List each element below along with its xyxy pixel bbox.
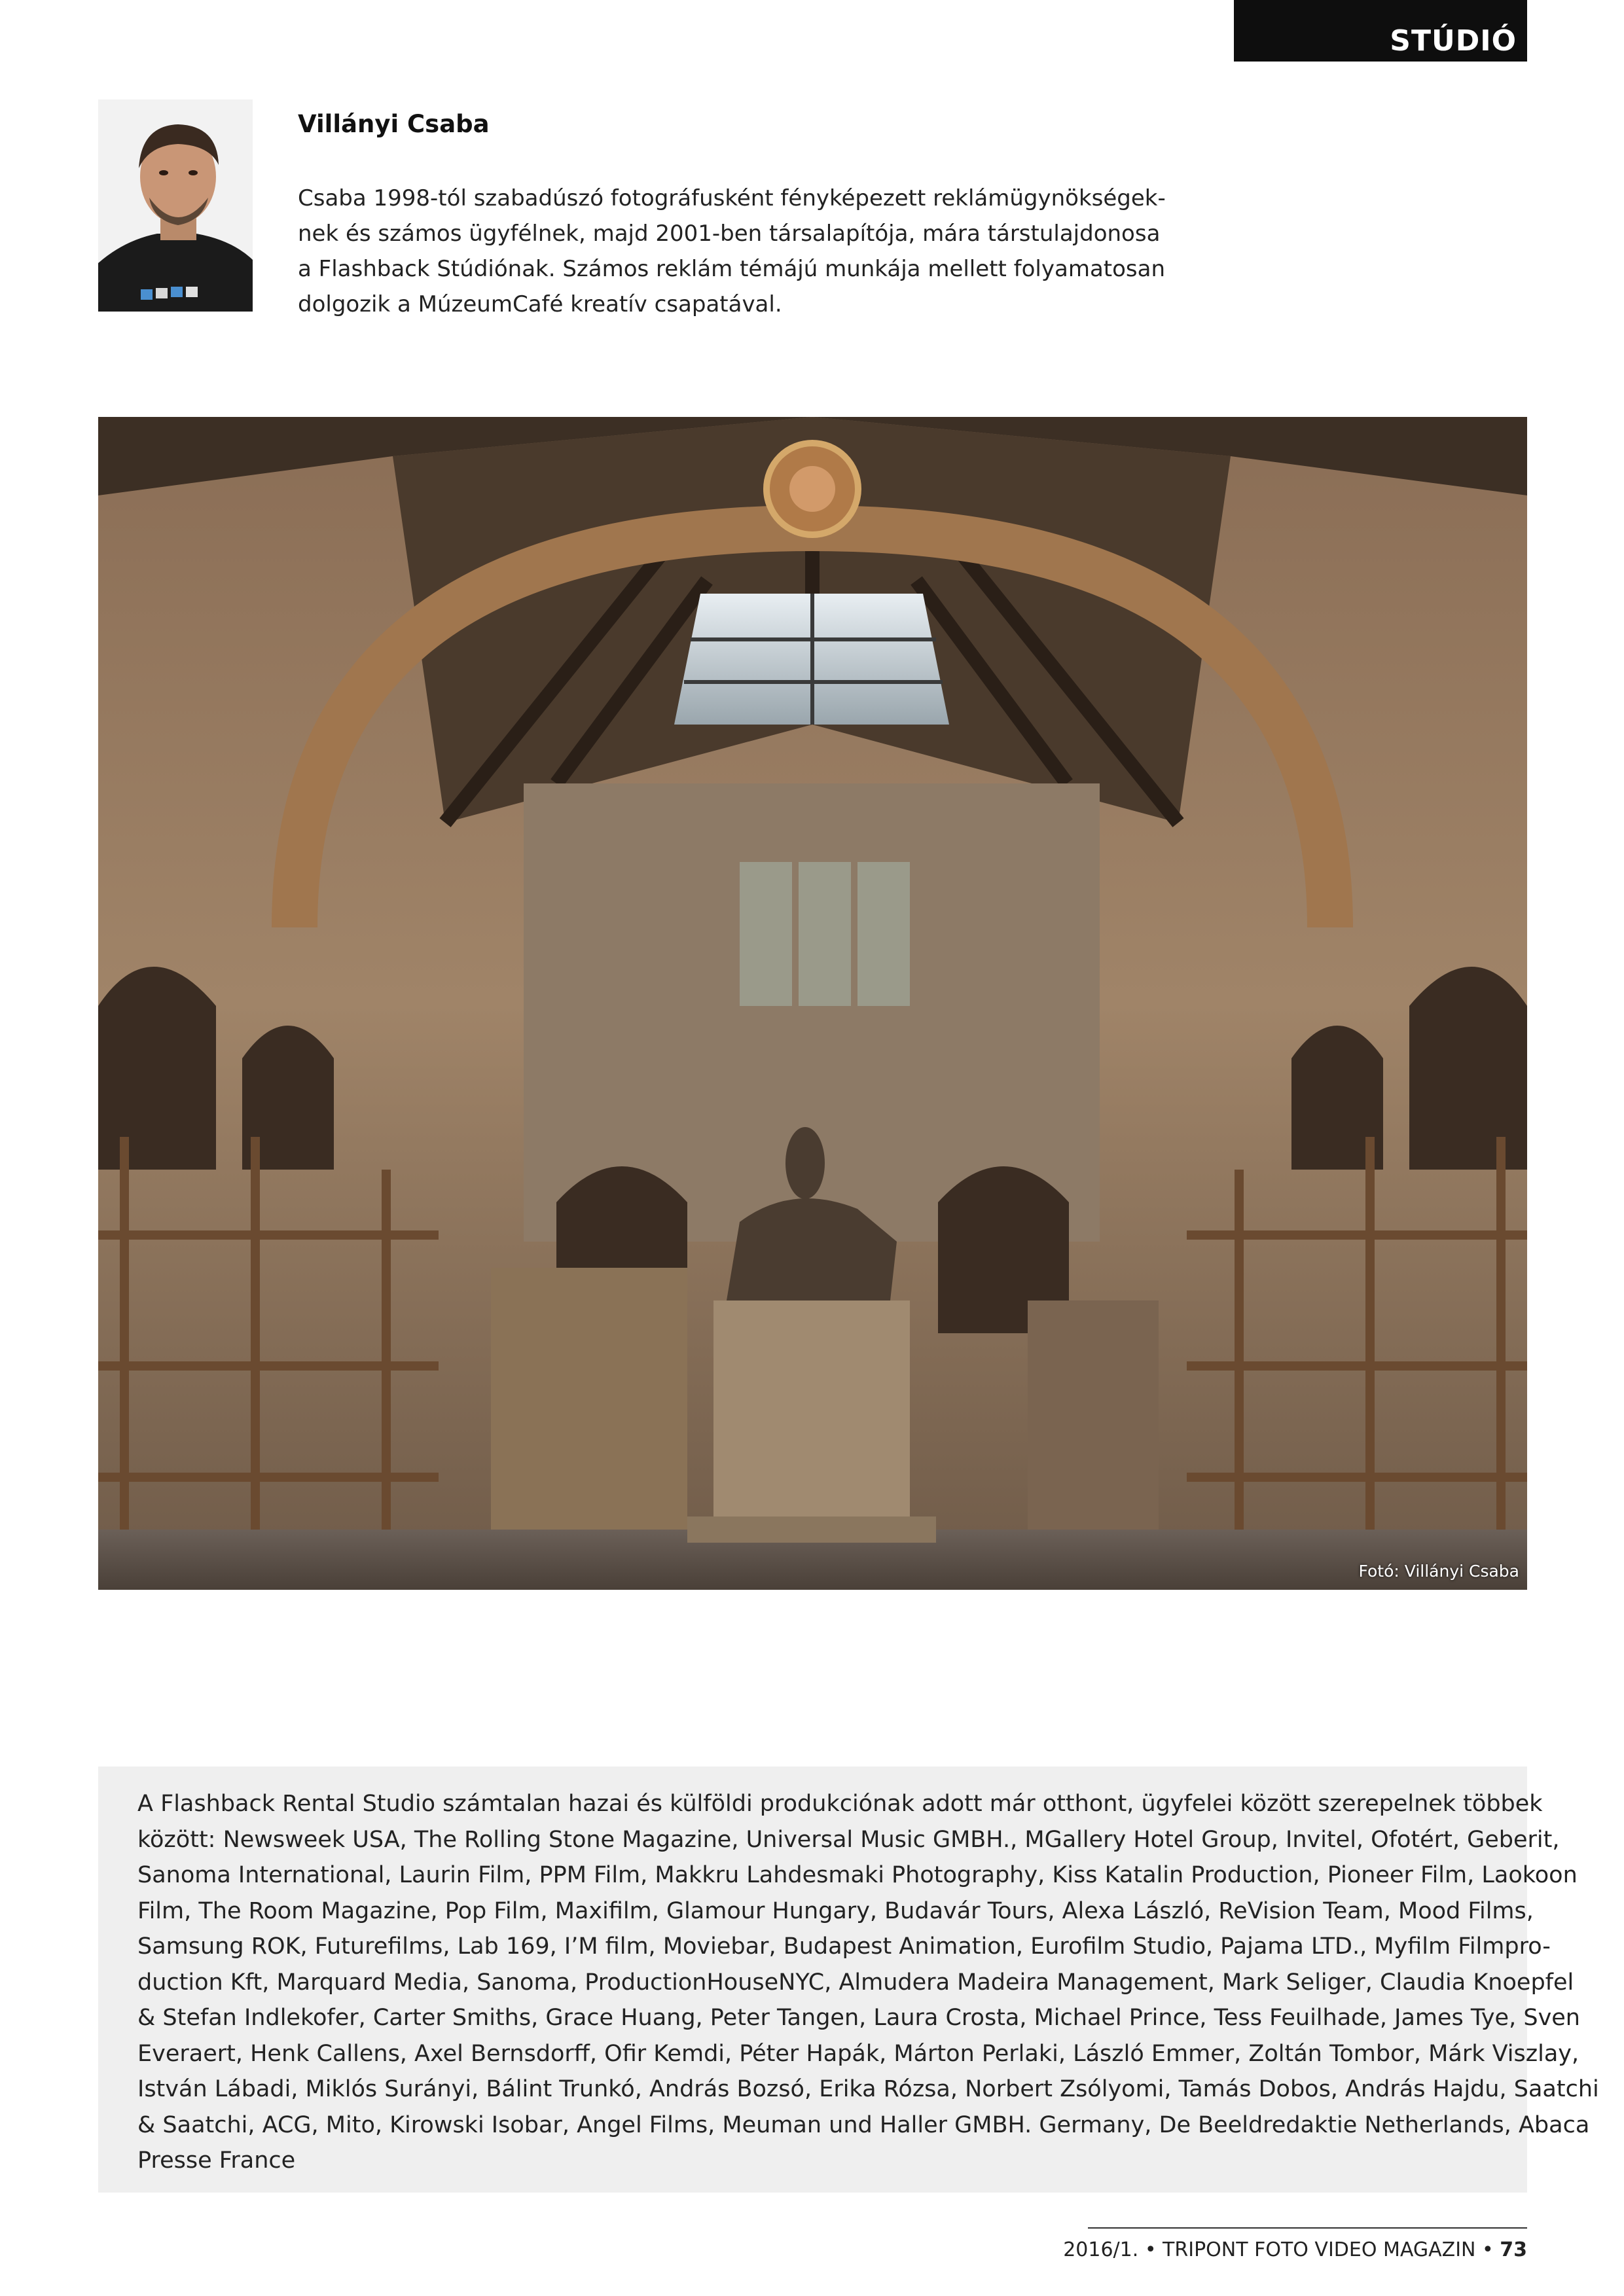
info-line: & Stefan Indlekofer, Carter Smiths, Grace Huang, Peter Tangen, Laura Crosta, Michael Prince, Tess Feuilhade, James Tye, Sven [137, 2005, 1580, 2031]
studio-clients-box [98, 1767, 1599, 2193]
bio-line: Csaba 1998-tól szabadúszó fotográfusként fényképezett reklámügynökségek- [298, 185, 1166, 211]
info-line: között: Newsweek USA, The Rolling Stone Magazine, Universal Music GMBH., MGallery Hotel Group, Invitel, Ofotért, Geberit, [137, 1826, 1560, 1853]
footer-issue: 2016/1. • TRIPONT FOTO VIDEO MAGAZIN • [1063, 2238, 1500, 2261]
info-line: Samsung ROK, Futurefilms, Lab 169, I’M film, Moviebar, Budapest Animation, Eurofilm Studio, Pajama LTD., Myfilm Filmpro- [137, 1933, 1551, 1960]
bio-line: dolgozik a MúzeumCafé kreatív csapatával. [298, 291, 782, 317]
bio-line: nek és számos ügyfélnek, majd 2001-ben társalapítója, mára társtulajdonosa [298, 221, 1161, 247]
info-line: & Saatchi, ACG, Mito, Kirowski Isobar, Angel Films, Meuman und Haller GMBH. Germany, De Beeldredaktie Netherlands, Abaca [137, 2111, 1590, 2138]
author-name: Villányi Csaba [298, 110, 490, 138]
info-line: Presse France [137, 2147, 296, 2174]
author-portrait [98, 99, 253, 312]
section-label-text: STÚDIÓ [1390, 24, 1517, 58]
studio-photo [98, 417, 1527, 1590]
info-line: duction Kft, Marquard Media, Sanoma, ProductionHouseNYC, Almudera Madeira Management, Mark Seliger, Claudia Knoepfel [137, 1969, 1574, 1996]
author-bio [298, 181, 1166, 322]
photo-credit: Fotó: Villányi Csaba [1358, 1562, 1519, 1581]
bio-line: a Flashback Stúdiónak. Számos reklám témájú munkája mellett folyamatosan [298, 256, 1166, 282]
footer-rule [1088, 2227, 1527, 2229]
page-number: 73 [1500, 2238, 1527, 2261]
info-line: Film, The Room Magazine, Pop Film, Maxifilm, Glamour Hungary, Budavár Tours, Alexa László, ReVision Team, Mood Films, [137, 1897, 1534, 1924]
section-label [1234, 0, 1527, 62]
info-line: Sanoma International, Laurin Film, PPM Film, Makkru Lahdesmaki Photography, Kiss Katalin Production, Pioneer Film, Laokoon [137, 1862, 1578, 1888]
page-footer [1063, 2238, 1527, 2261]
info-line: István Lábadi, Miklós Surányi, Bálint Trunkó, András Bozsó, Erika Rózsa, Norbert Zsólyomi, Tamás Dobos, András Hajdu, Saatchi [137, 2076, 1599, 2102]
info-line: A Flashback Rental Studio számtalan hazai és külföldi produkciónak adott már otthont, ügyfelei között szerepelnek többek [137, 1791, 1543, 1817]
info-line: Everaert, Henk Callens, Axel Bernsdorff, Ofir Kemdi, Péter Hapák, Márton Perlaki, László Emmer, Zoltán Tombor, Márk Viszlay, [137, 2040, 1579, 2067]
